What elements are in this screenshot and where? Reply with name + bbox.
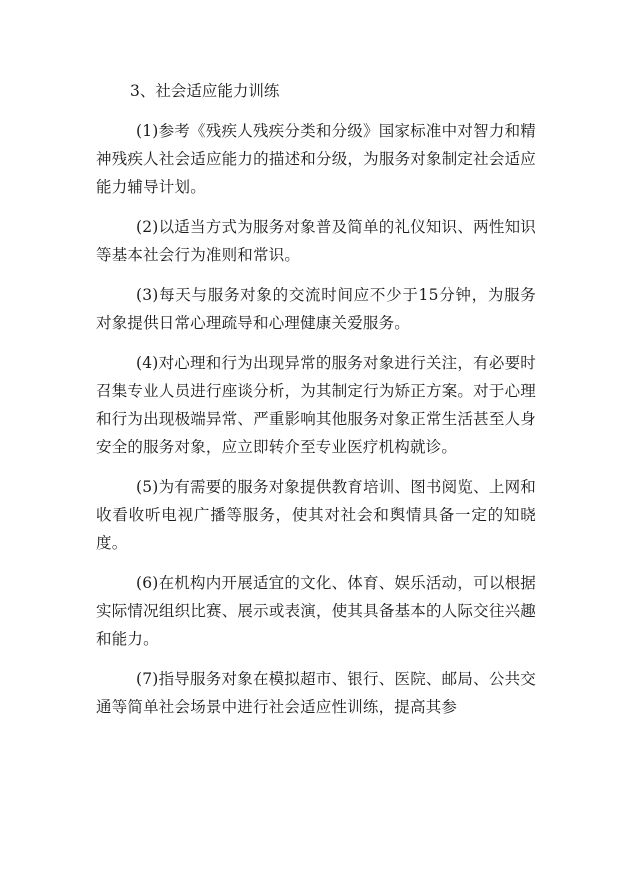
section-heading: 3、社会适应能力训练 bbox=[130, 82, 280, 100]
paragraph-6: (6)在机构内开展适宜的文化、体育、娱乐活动，可以根据实际情况组织比赛、展示或表演，使其具备基本的人际交往兴趣和能力。 bbox=[96, 574, 536, 648]
paragraph-3: (3)每天与服务对象的交流时间应不少于15分钟，为服务对象提供日常心理疏导和心理健康关爱服务。 bbox=[96, 286, 536, 332]
paragraph-4: (4)对心理和行为出现异常的服务对象进行关注，有必要时召集专业人员进行座谈分析，为其制定行为矫正方案。对于心理和行为出现极端异常、严重影响其他服务对象正常生活甚至人身安全的服务对象，应立即转介至专业医疗机构就诊。 bbox=[96, 354, 536, 456]
paragraph-1: (1)参考《残疾人残疾分类和分级》国家标准中对智力和精神残疾人社会适应能力的描述和分级，为服务对象制定社会适应能力辅导计划。 bbox=[96, 122, 536, 196]
paragraph-2: (2)以适当方式为服务对象普及简单的礼仪知识、两性知识等基本社会行为准则和常识。 bbox=[96, 218, 536, 264]
document-body bbox=[96, 77, 536, 721]
paragraph-7: (7)指导服务对象在模拟超市、银行、医院、邮局、公共交通等简单社会场景中进行社会适应性训练，提高其参 bbox=[96, 670, 536, 716]
paragraph-5: (5)为有需要的服务对象提供教育培训、图书阅览、上网和收看收听电视广播等服务，使其对社会和舆情具备一定的知晓度。 bbox=[96, 478, 536, 552]
